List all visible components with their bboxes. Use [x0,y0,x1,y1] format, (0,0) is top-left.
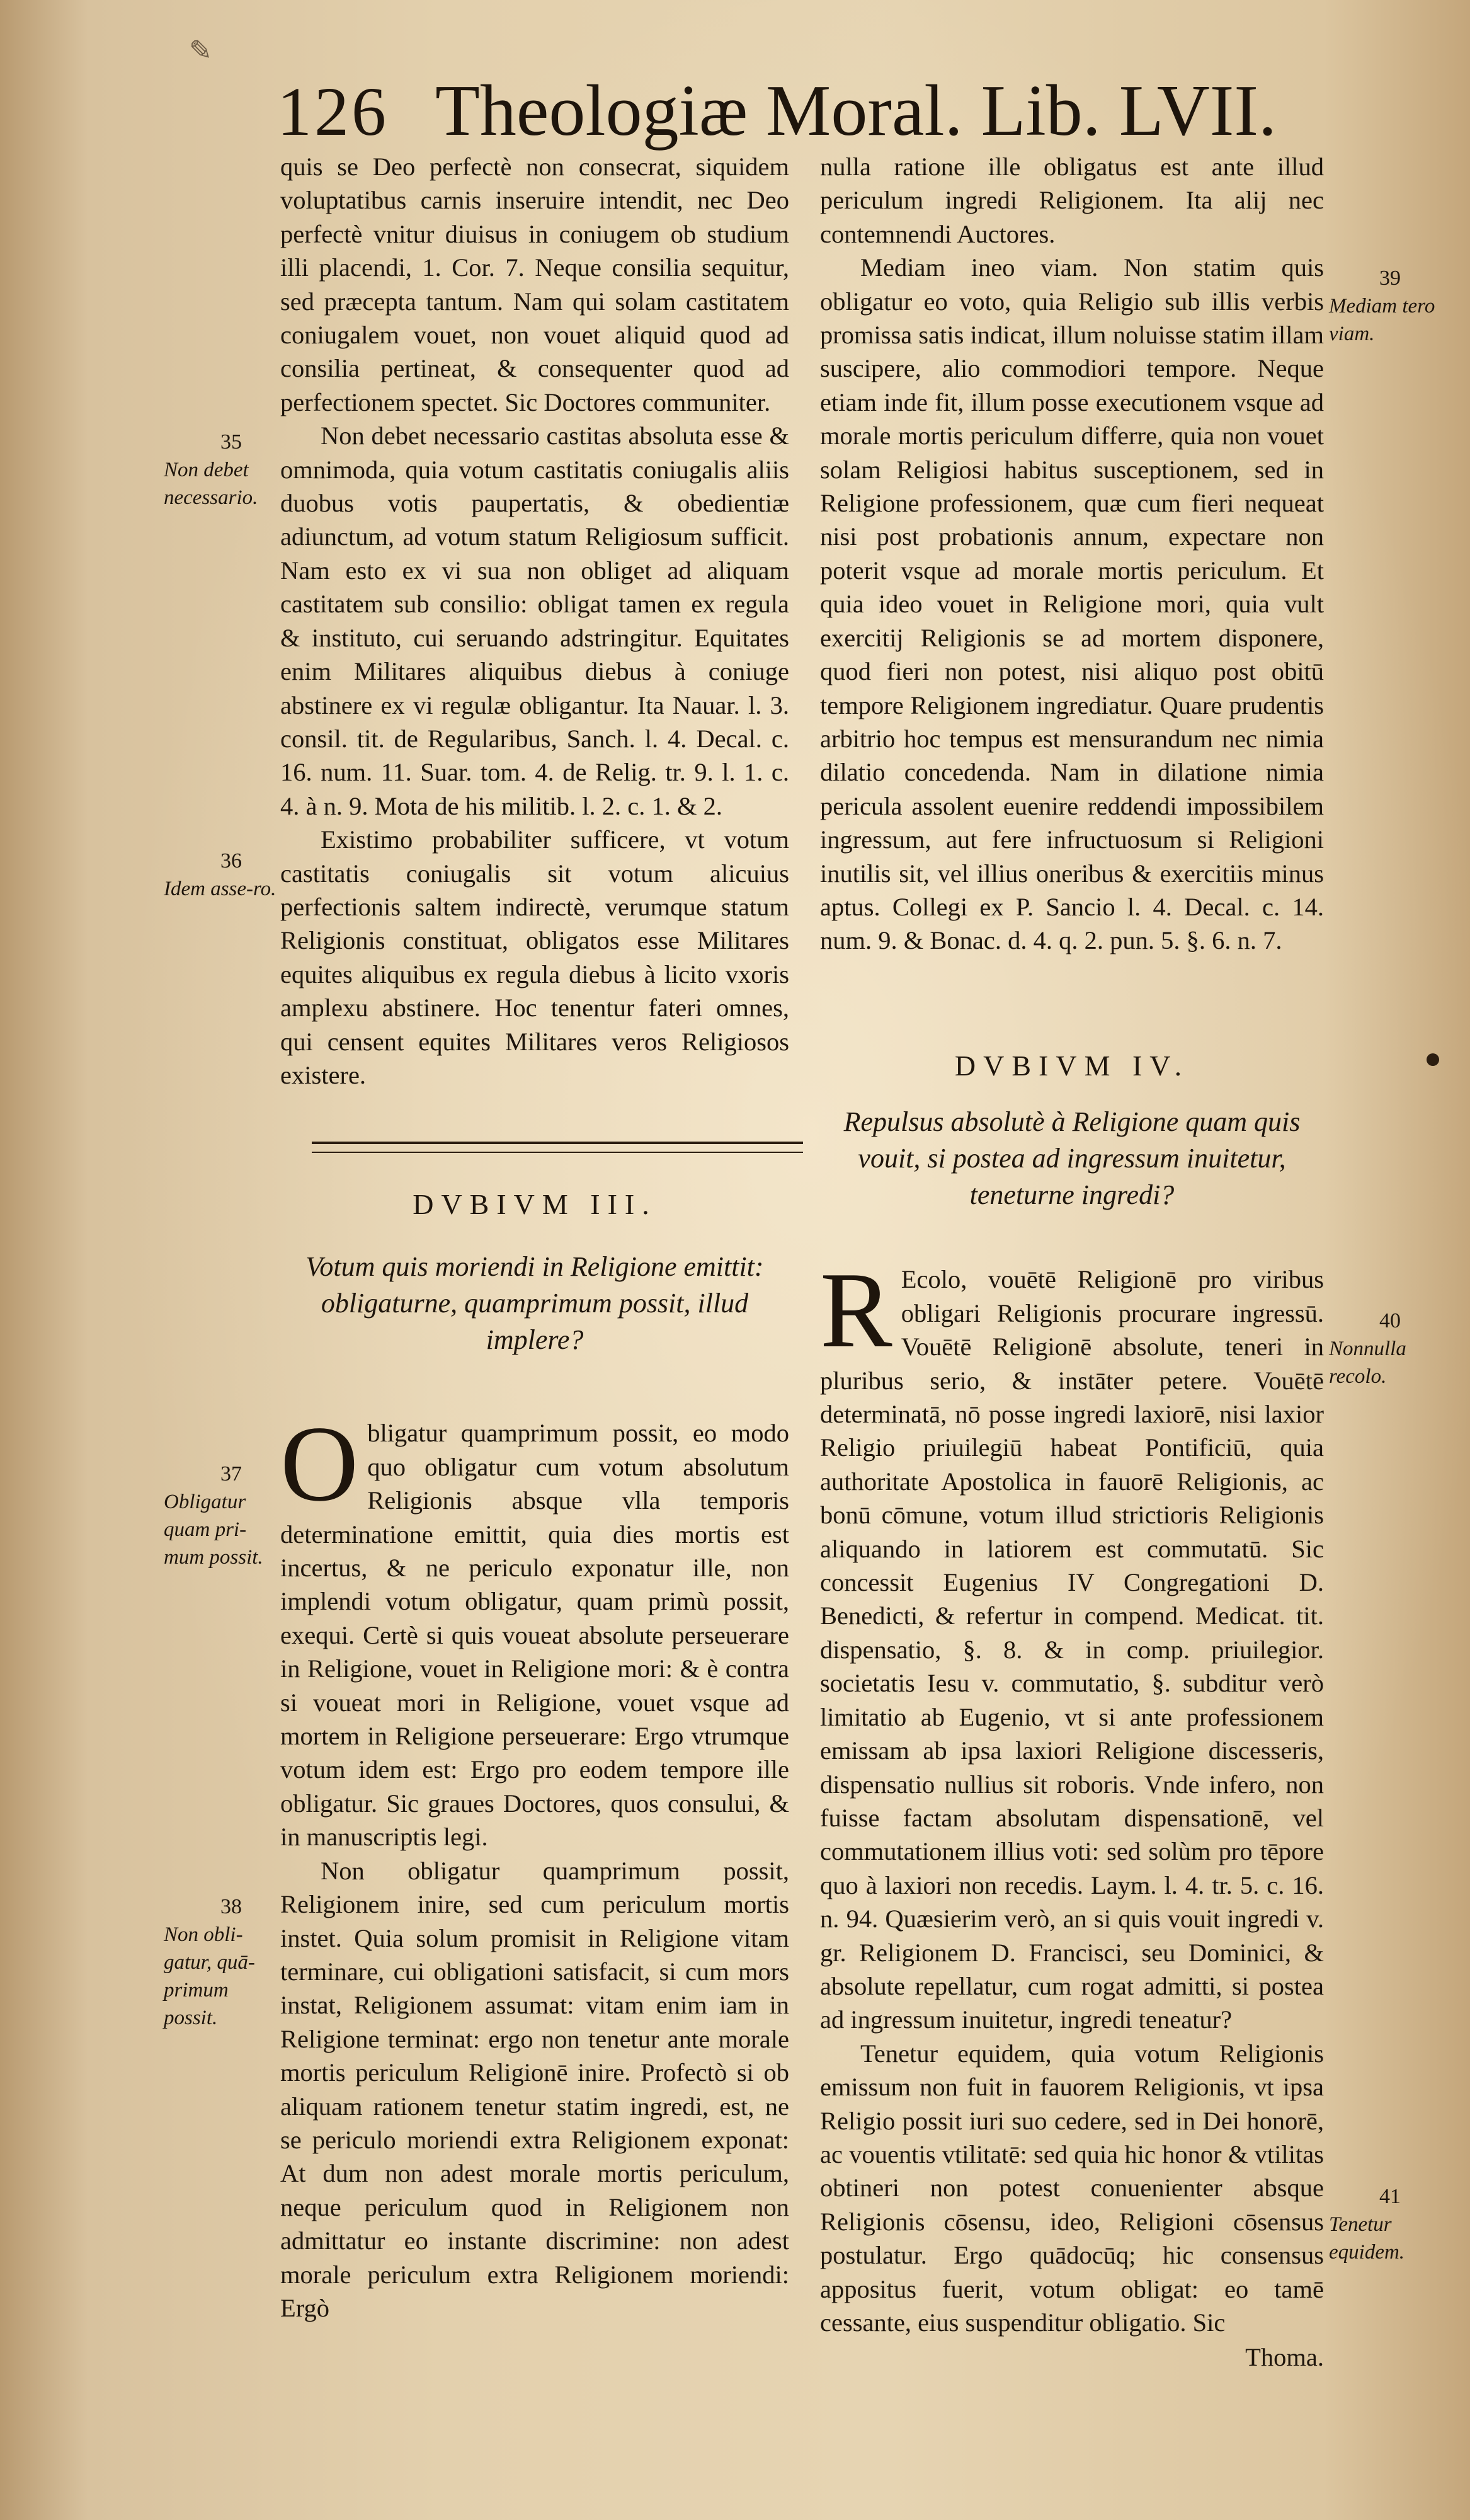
ornament-dot-icon [1427,1053,1439,1066]
pencil-mark-icon: ✎ [189,35,212,66]
section-divider [312,1142,803,1153]
margin-note-41: 41 Tenetur equidem. [1329,2185,1405,2264]
right-paragraph-3: Ecolo, vouētē Religionē pro viribus obligari Religionis procurare ingressū. Vouētē Religionē absolute, teneri in pluribus serio, & instāter petere. Vouētē determinatā, nō posse ingredi laxiorē, nisi laxior Religio priuilegiū habeat Pontificiū, quia authoritate Apostolica in fauorē Religionis, ac bonū cōmune, votum illud strictioris Religionis aliquando in latiorem est commutatū. Sic concessit Eugenius IV Congregationi D. Benedicti, & refertur in compend. Medicat. tit. dispensatio, §. 8. & in comp. priuilegior. societatis Iesu v. commutatio, §. subditur verò limitatio ab Eugenio, vt si ante professionem emissam ab ipsa laxiori Religione discesseris, dispensatio nullius sit roboris. Vnde infero, non fuisse factam absolutam dispensationē, vel commutationem illius voti: sed solùm pro tēpore quo à laxiori non recedis. Laym. l. 4. tr. 5. c. 16. n. 94. Quæsierim verò, an si quis vouit ingredi v. gr. Religionem D. Francisci, seu Dominici, & absolute repellatur, cum rogat admitti, si postea ad ingressum inuitetur, ingredi teneatur? [820,1265,1324,2034]
margin-note-37: 37 Obligatur quam pri-mum possit. [164,1462,263,1569]
page-header [277,69,1277,153]
running-head: Theologiæ Moral. Lib. LVII. [435,71,1277,151]
left-paragraph-3: Existimo probabiliter sufficere, vt votum castitatis coniugalis sit votum alicuius perfectionis saltem indirectè, verumque statum Religionis constituat, obligatos esse Militares equites aliquibus ex regula diebus à licito vxoris amplexu abstinere. Hoc tenentur fateri omnes, qui censent equites Militares veros Religiosos existere. [280,825,789,1089]
dubium-3-question: Votum quis moriendi in Religione emittit: obligaturne, quamprimum possit, illud implere? [305,1251,764,1356]
margin-note-40: 40 Nonnulla recolo. [1329,1309,1406,1388]
catchword: Thoma. [1245,2343,1324,2372]
right-paragraph-4: Tenetur equidem, quia votum Religionis emissum non fuit in fauorem Religionis, vt ipsa Religio possit iuri suo cedere, sed in Dei honorē, ac vouentis vtilitatē: sed quia hic honor & vtilitas obtineri non potest conuenienter absque Religionis cōsensu, ideo, Religioni cōsensus postulatur. Ergo quādocūq; hic consensus appositus fuerit, votum obligat: eo tamē cessante, eius suspenditur obligatio. Sic [820,2039,1324,2337]
drop-cap-r: R [820,1251,892,1371]
page-number: 126 [277,73,389,150]
margin-note-35: 35 Non debet necessario. [164,430,258,509]
left-paragraph-5: Non obligatur quamprimum possit, Religionem inire, sed cum periculum mortis instet. Quia solum promisit in Religione vitam terminare, cui obligationi satisfacit, si cum mors instat, Religionem assumat: vitam enim iam in Religione terminat: ergo non tenetur ante morale mortis periculum Religionē inire. Profectò si ob aliquam rationem tenetur statim ingredi, est, ne se periculo moriendi extra Religionem exponat: At dum non adest morale mortis periculum, neque periculum quod in Religionem non admittatur eo instante discrimine: non adest morale periculum extra Religionem moriendi: Ergò [280,1856,789,2322]
right-paragraph-1: nulla ratione ille obligatus est ante illud periculum ingredi Religionem. Ita alij nec contemnendi Auctores. [820,152,1324,248]
drop-cap-o: O [280,1404,359,1525]
right-column-upper [820,150,1324,958]
margin-note-36: 36 Idem asse-ro. [164,849,276,900]
left-paragraph-4: bligatur quamprimum possit, eo modo quo obligatur cum votum absolutum Religionis absque vlla temporis determinatione emittit, quia dies mortis est incertus, & ne periculo exponatur ille, non implendi votum obligatur, quam primù possit, exequi. Certè si quis voueat absolute perseuerare in Religione, vouet in Religione mori: & è contra si voueat mori in Religione, vouet vsque ad mortem in Religione perseuerare: Ergo vtrumque votum idem est: Ergo pro eodem tempore ille obligatur. Sic graues Doctores, quos consului, & in manuscriptis legi. [280,1419,789,1852]
left-paragraph-1: quis se Deo perfectè non consecrat, siquidem voluptatibus carnis inseruire intendit, nec Deo perfectè vnitur diuisus in coniugem ob studium illi placendi, 1. Cor. 7. Neque consilia sequitur, sed præcepta tantum. Nam qui solam castitatem coniugalem vouet, non vouet aliquid quod ad consilia pertineat, & consequenter quod ad perfectionem spectet. Sic Doctores communiter. [280,152,789,416]
left-paragraph-2: Non debet necessario castitas absoluta esse & omnimoda, quia votum castitatis coniugalis aliis duobus votis paupertatis, & obedientiæ adiunctum, ad votum statum Religiosum sufficit. Nam esto ex vi sua non obliget ad aliquam castitatem sub consilio: obligat tamen ex regula & instituto, cui seruando adstringitur. Equitates enim Militares aliquibus diebus à coniuge abstinere ex vi regulæ obligantur. Ita Nauar. l. 3. consil. tit. de Regularibus, Sanch. l. 4. Decal. c. 16. num. 11. Suar. tom. 4. de Relig. tr. 9. l. 1. c. 4. à n. 9. Mota de his militib. l. 2. c. 1. & 2. [280,421,789,820]
dubium-4-question: Repulsus absolutè à Religione quam quis vouit, si postea ad ingressum inuitetur, teneturne ingredi? [843,1106,1301,1211]
margin-note-39: 39 Mediam tero viam. [1329,266,1435,345]
right-paragraph-2: Mediam ineo viam. Non statim quis obligatur eo voto, quia Religio sub illis verbis promissa satis indicat, illum noluisse statim illam suscipere, alio commodiori tempore. Neque etiam inde fit, illum posse executionem vsque ad morale mortis periculum differre, quia non vouet solam Religiosi habitus susceptionem, sed in Religione professionem, quæ cum fieri nequeat nisi post probationis annum, expectare non poterit vsque ad morale mortis periculum. Et quia ideo vouet in Religione mori, quia vult exercitij Religionis se ad mortem disponere, quod fieri non potest, nisi aliquo post obitū tempore Religionem ingrediatur. Quare prudentis arbitrio hoc tempus est mensurandum nec nimia dilatio concedenda. Nam in dilatione nimia pericula assolent euenire reddendi impossibilem ingressum, aut fere infructuosum si Religioni inutilis sit, vel illius oneribus & exercitiis minus aptus. Collegi ex P. Sancio l. 4. Decal. c. 14. num. 9. & Bonac. d. 4. q. 2. pun. 5. §. 6. n. 7. [820,253,1324,955]
right-column-lower [820,1049,1324,2374]
dubium-4-heading: DVBIVM IV. [954,1050,1190,1082]
dubium-3-heading: DVBIVM III. [413,1188,657,1220]
left-column-upper [280,150,789,1092]
left-column-lower [280,1188,789,2325]
margin-note-38: 38 Non obli-gatur, quā-primum possit. [164,1895,255,2029]
